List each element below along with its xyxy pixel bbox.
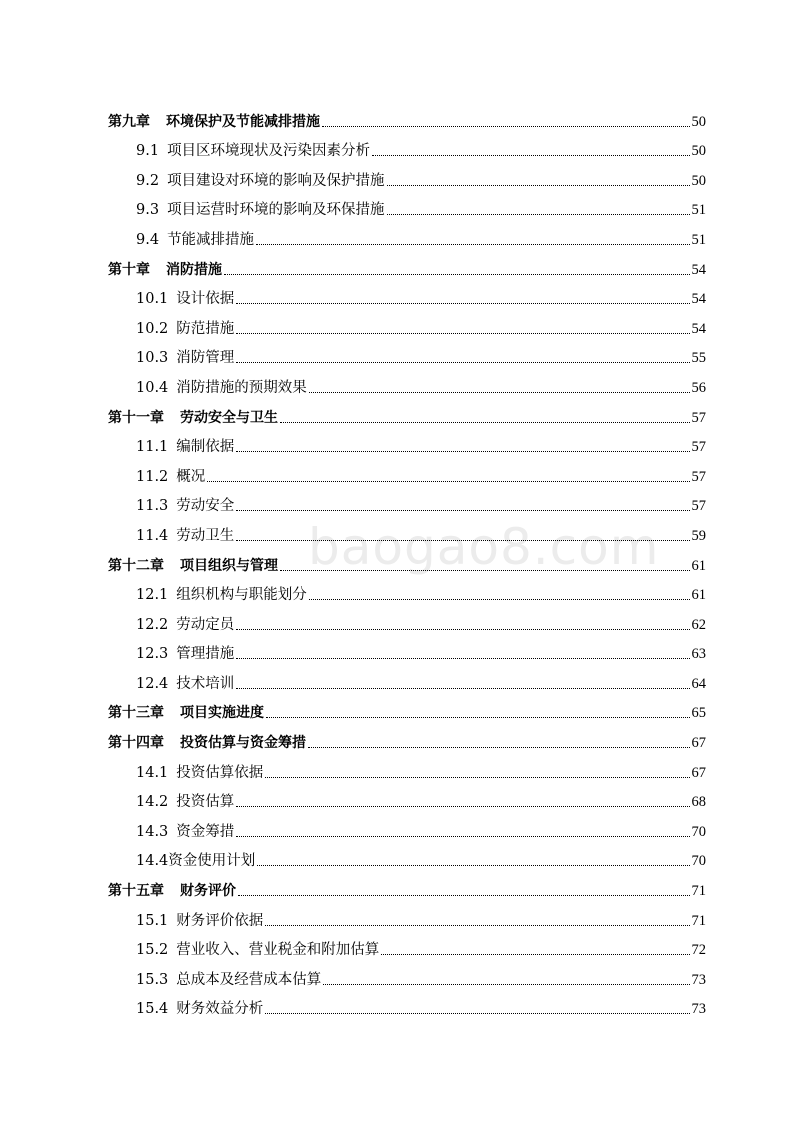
toc-entry-number: 11.4 bbox=[136, 527, 169, 544]
toc-page-number: 51 bbox=[691, 202, 706, 219]
toc-entry-number: 9.2 bbox=[136, 172, 160, 189]
toc-section-entry[interactable] bbox=[108, 368, 706, 398]
toc-entry-label bbox=[136, 348, 234, 368]
dot-leader bbox=[308, 746, 690, 748]
toc-entry-number: 第十章 bbox=[108, 261, 150, 278]
toc-entry-title: 项目组织与管理 bbox=[180, 557, 278, 574]
toc-page-number: 57 bbox=[691, 439, 706, 456]
toc-chapter-entry[interactable] bbox=[108, 723, 706, 753]
toc-entry-label bbox=[136, 644, 234, 664]
toc-entry-number: 11.3 bbox=[136, 498, 169, 515]
toc-entry-number: 14.1 bbox=[136, 764, 169, 781]
toc-page-number: 71 bbox=[691, 912, 706, 929]
toc-page-number: 67 bbox=[691, 764, 706, 781]
toc-page-number: 65 bbox=[691, 705, 706, 722]
toc-entry-label bbox=[136, 911, 263, 931]
toc-entry-label bbox=[136, 200, 385, 220]
dot-leader bbox=[236, 657, 689, 659]
toc-section-entry[interactable] bbox=[108, 428, 706, 458]
toc-entry-number: 15.1 bbox=[136, 912, 169, 929]
toc-entry-number: 15.3 bbox=[136, 971, 169, 988]
toc-entry-title: 投资估算与资金筹措 bbox=[180, 735, 306, 752]
toc-entry-number: 10.2 bbox=[136, 320, 169, 337]
toc-section-entry[interactable] bbox=[108, 457, 706, 487]
toc-entry-number: 9.4 bbox=[136, 231, 160, 248]
toc-entry-label bbox=[136, 940, 379, 960]
dot-leader bbox=[236, 332, 689, 334]
dot-leader bbox=[280, 569, 690, 571]
dot-leader bbox=[372, 154, 689, 156]
toc-entry-title: 劳动安全 bbox=[176, 498, 235, 515]
toc-page-number: 50 bbox=[691, 143, 706, 160]
dot-leader bbox=[280, 421, 690, 423]
toc-entry-title: 项目建设对环境的影响及保护措施 bbox=[167, 172, 385, 189]
toc-entry-title: 设计依据 bbox=[176, 291, 235, 308]
toc-page-number: 57 bbox=[691, 498, 706, 515]
toc-entry-number: 11.2 bbox=[136, 468, 169, 485]
dot-leader bbox=[236, 539, 689, 541]
toc-page-number: 56 bbox=[691, 379, 706, 396]
toc-entry-number: 第九章 bbox=[108, 113, 150, 130]
toc-entry-number: 第十四章 bbox=[108, 735, 164, 752]
toc-entry-label bbox=[136, 970, 321, 990]
toc-entry-label bbox=[136, 851, 255, 871]
toc-entry-label bbox=[136, 615, 234, 635]
toc-entry-number: 第十二章 bbox=[108, 557, 164, 574]
toc-section-entry[interactable] bbox=[108, 753, 706, 783]
toc-page-number: 70 bbox=[691, 823, 706, 840]
toc-page-number: 68 bbox=[691, 794, 706, 811]
dot-leader bbox=[387, 184, 690, 186]
toc-page-number: 50 bbox=[691, 172, 706, 189]
dot-leader bbox=[236, 628, 689, 630]
toc-section-entry[interactable] bbox=[108, 309, 706, 339]
toc-entry-label bbox=[136, 319, 234, 339]
toc-section-entry[interactable] bbox=[108, 280, 706, 310]
toc-section-entry[interactable] bbox=[108, 132, 706, 162]
toc-entry-number: 11.1 bbox=[136, 439, 169, 456]
toc-entry-title: 营业收入、营业税金和附加估算 bbox=[176, 942, 380, 959]
toc-entry-label bbox=[136, 230, 254, 250]
toc-entry-label bbox=[136, 437, 234, 457]
toc-page-number: 73 bbox=[691, 971, 706, 988]
toc-entry-title: 资金使用计划 bbox=[168, 853, 256, 870]
toc-entry-label bbox=[108, 556, 278, 576]
dot-leader bbox=[236, 450, 689, 452]
toc-page-number: 73 bbox=[691, 1001, 706, 1018]
toc-chapter-entry[interactable] bbox=[108, 546, 706, 576]
toc-entry-number: 9.1 bbox=[136, 143, 160, 160]
toc-entry-label bbox=[108, 733, 306, 753]
dot-leader bbox=[309, 598, 690, 600]
toc-section-entry[interactable] bbox=[108, 605, 706, 635]
toc-section-entry[interactable] bbox=[108, 487, 706, 517]
toc-entry-label bbox=[136, 822, 234, 842]
toc-page-number: 67 bbox=[691, 735, 706, 752]
toc-page-number: 62 bbox=[691, 616, 706, 633]
toc-entry-title: 财务效益分析 bbox=[176, 1001, 264, 1018]
toc-entry-number: 12.4 bbox=[136, 675, 169, 692]
toc-entry-label bbox=[136, 526, 234, 546]
toc-entry-label bbox=[136, 289, 234, 309]
toc-section-entry[interactable] bbox=[108, 220, 706, 250]
toc-chapter-entry[interactable] bbox=[108, 250, 706, 280]
toc-entry-label bbox=[136, 792, 234, 812]
dot-leader bbox=[236, 302, 689, 304]
toc-entry-label bbox=[136, 141, 370, 161]
toc-page-number: 64 bbox=[691, 675, 706, 692]
toc-chapter-entry[interactable] bbox=[108, 398, 706, 428]
toc-entry-label bbox=[136, 999, 263, 1019]
toc-entry-title: 劳动安全与卫生 bbox=[180, 409, 278, 426]
toc-entry-number: 14.4 bbox=[136, 853, 169, 870]
toc-entry-title: 财务评价 bbox=[180, 883, 236, 900]
toc-entry-title: 消防措施 bbox=[166, 261, 222, 278]
toc-entry-label bbox=[108, 408, 278, 428]
toc-entry-number: 10.3 bbox=[136, 350, 169, 367]
watermark: baogao8.com bbox=[308, 518, 660, 576]
toc-entry-label bbox=[136, 467, 205, 487]
toc-entry-title: 财务评价依据 bbox=[176, 912, 264, 929]
toc-entry-number: 第十一章 bbox=[108, 409, 164, 426]
dot-leader bbox=[265, 776, 689, 778]
toc-entry-number: 15.2 bbox=[136, 942, 169, 959]
dot-leader bbox=[265, 924, 689, 926]
toc-entry-number: 12.1 bbox=[136, 587, 169, 604]
toc-page-number: 71 bbox=[691, 883, 706, 900]
dot-leader bbox=[224, 273, 690, 275]
toc-section-entry[interactable] bbox=[108, 161, 706, 191]
dot-leader bbox=[265, 1012, 689, 1014]
toc-entry-number: 第十三章 bbox=[108, 705, 164, 722]
toc-entry-label bbox=[136, 496, 234, 516]
toc-section-entry[interactable] bbox=[108, 576, 706, 606]
toc-page-number: 51 bbox=[691, 231, 706, 248]
toc-entry-label bbox=[108, 260, 222, 280]
toc-section-entry[interactable] bbox=[108, 990, 706, 1020]
toc-entry-number: 10.4 bbox=[136, 379, 169, 396]
toc-page-number: 54 bbox=[691, 320, 706, 337]
toc-page-number: 72 bbox=[691, 942, 706, 959]
toc-section-entry[interactable] bbox=[108, 812, 706, 842]
toc-entry-title: 劳动卫生 bbox=[176, 527, 235, 544]
toc-entry-title: 组织机构与职能划分 bbox=[176, 587, 307, 604]
toc-entry-label bbox=[136, 674, 234, 694]
toc-entry-title: 技术培训 bbox=[176, 675, 235, 692]
toc-page-number: 54 bbox=[691, 261, 706, 278]
dot-leader bbox=[236, 835, 689, 837]
toc-page-number: 50 bbox=[691, 113, 706, 130]
dot-leader bbox=[236, 687, 689, 689]
toc-entry-title: 管理措施 bbox=[176, 646, 235, 663]
dot-leader bbox=[238, 894, 690, 896]
toc-entry-title: 投资估算 bbox=[176, 794, 235, 811]
toc-section-entry[interactable] bbox=[108, 191, 706, 221]
toc-entry-title: 项目区环境现状及污染因素分析 bbox=[167, 143, 371, 160]
toc-entry-title: 编制依据 bbox=[176, 439, 235, 456]
toc-entry-title: 消防措施的预期效果 bbox=[176, 379, 307, 396]
toc-section-entry[interactable] bbox=[108, 516, 706, 546]
toc-entry-label bbox=[136, 585, 307, 605]
toc-chapter-entry[interactable] bbox=[108, 102, 706, 132]
toc-section-entry[interactable] bbox=[108, 664, 706, 694]
toc-entry-title: 资金筹措 bbox=[176, 823, 235, 840]
dot-leader bbox=[322, 125, 690, 127]
toc-section-entry[interactable] bbox=[108, 931, 706, 961]
dot-leader bbox=[257, 864, 689, 866]
dot-leader bbox=[207, 480, 689, 482]
table-of-contents bbox=[108, 102, 706, 1019]
dot-leader bbox=[236, 361, 689, 363]
dot-leader bbox=[381, 953, 689, 955]
toc-entry-label bbox=[108, 112, 320, 132]
toc-entry-number: 9.3 bbox=[136, 202, 160, 219]
toc-entry-number: 12.3 bbox=[136, 646, 169, 663]
toc-page-number: 61 bbox=[691, 587, 706, 604]
toc-entry-number: 第十五章 bbox=[108, 883, 164, 900]
dot-leader bbox=[309, 391, 690, 393]
toc-entry-title: 项目运营时环境的影响及环保措施 bbox=[167, 202, 385, 219]
toc-entry-title: 概况 bbox=[176, 468, 206, 485]
dot-leader bbox=[266, 716, 690, 718]
toc-page-number: 54 bbox=[691, 291, 706, 308]
toc-entry-title: 项目实施进度 bbox=[180, 705, 264, 722]
toc-entry-title: 防范措施 bbox=[176, 320, 235, 337]
toc-page-number: 57 bbox=[691, 409, 706, 426]
toc-page-number: 70 bbox=[691, 853, 706, 870]
toc-entry-number: 10.1 bbox=[136, 291, 169, 308]
toc-entry-number: 12.2 bbox=[136, 616, 169, 633]
dot-leader bbox=[236, 805, 689, 807]
toc-chapter-entry[interactable] bbox=[108, 694, 706, 724]
toc-entry-number: 14.3 bbox=[136, 823, 169, 840]
toc-entry-title: 总成本及经营成本估算 bbox=[176, 971, 322, 988]
toc-page-number: 61 bbox=[691, 557, 706, 574]
toc-entry-title: 劳动定员 bbox=[176, 616, 235, 633]
toc-page-number: 63 bbox=[691, 646, 706, 663]
toc-chapter-entry[interactable] bbox=[108, 871, 706, 901]
toc-section-entry[interactable] bbox=[108, 783, 706, 813]
toc-page-number: 55 bbox=[691, 350, 706, 367]
toc-section-entry[interactable] bbox=[108, 901, 706, 931]
toc-section-entry[interactable] bbox=[108, 842, 706, 872]
toc-entry-number: 14.2 bbox=[136, 794, 169, 811]
dot-leader bbox=[387, 213, 690, 215]
toc-section-entry[interactable] bbox=[108, 960, 706, 990]
toc-entry-title: 消防管理 bbox=[176, 350, 235, 367]
toc-entry-title: 环境保护及节能减排措施 bbox=[166, 113, 320, 130]
toc-entry-label bbox=[136, 171, 385, 191]
toc-entry-number: 15.4 bbox=[136, 1001, 169, 1018]
toc-page-number: 59 bbox=[691, 527, 706, 544]
dot-leader bbox=[256, 243, 689, 245]
toc-page-number: 57 bbox=[691, 468, 706, 485]
toc-entry-label bbox=[136, 763, 263, 783]
toc-entry-label bbox=[108, 881, 236, 901]
toc-entry-title: 节能减排措施 bbox=[167, 231, 255, 248]
toc-section-entry[interactable] bbox=[108, 339, 706, 369]
toc-entry-label bbox=[108, 703, 264, 723]
dot-leader bbox=[236, 509, 689, 511]
toc-entry-label bbox=[136, 378, 307, 398]
toc-entry-title: 投资估算依据 bbox=[176, 764, 264, 781]
toc-section-entry[interactable] bbox=[108, 635, 706, 665]
dot-leader bbox=[323, 983, 689, 985]
